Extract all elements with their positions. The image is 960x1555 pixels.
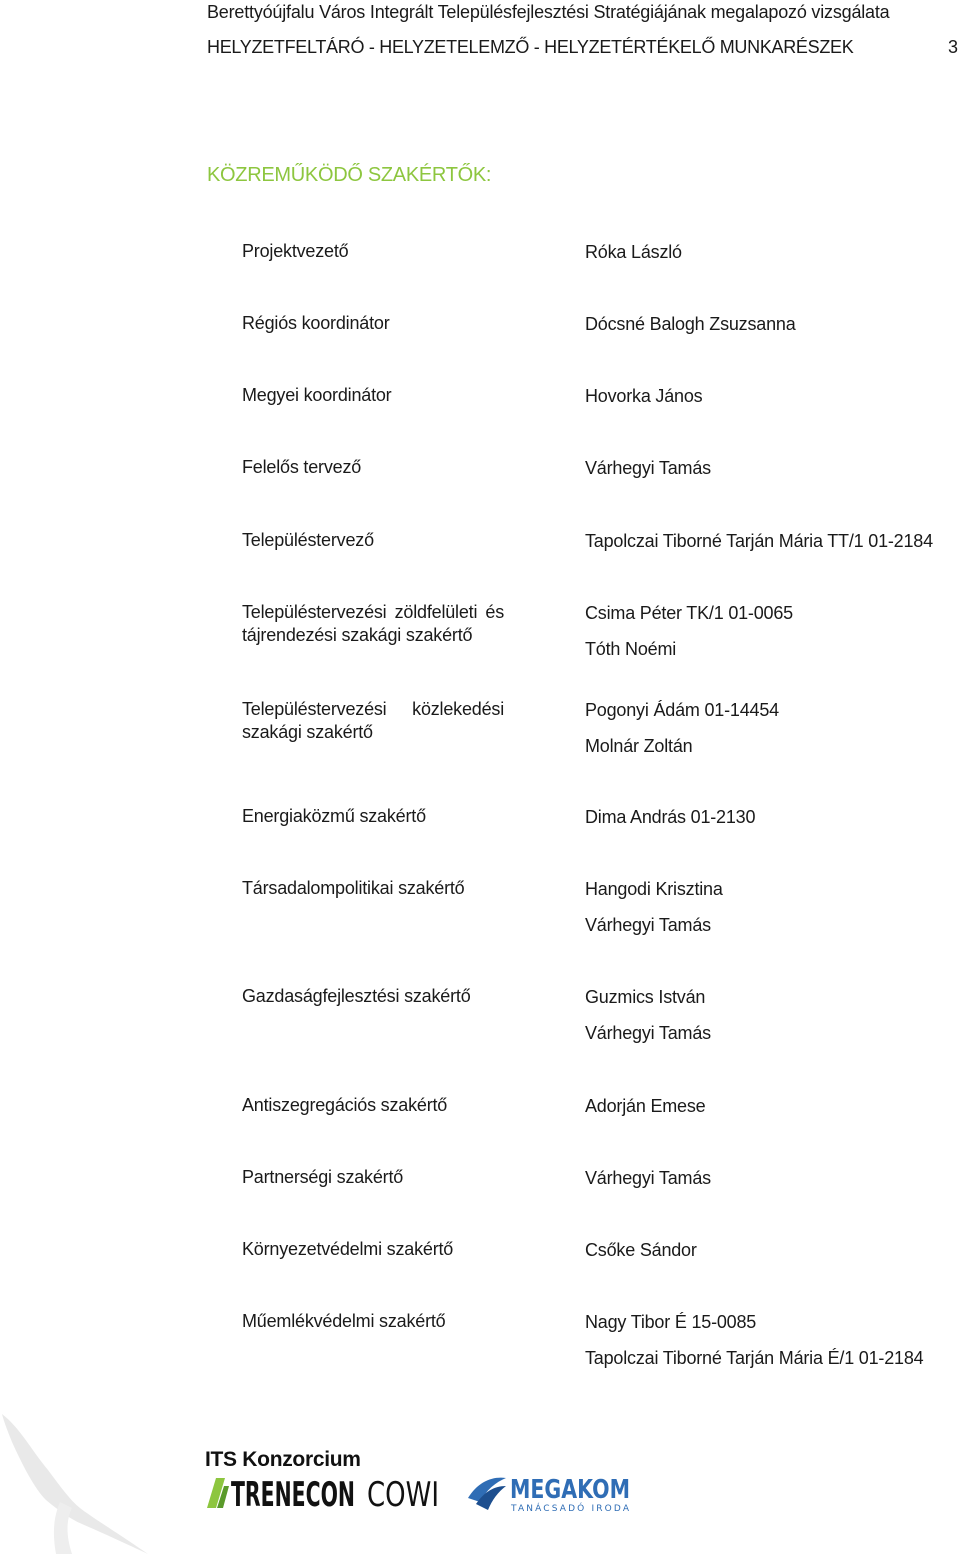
expert-role: Társadalompolitikai szakértő [242,878,465,898]
expert-role: Energiaközmű szakértő [242,806,426,826]
expert-name: Pogonyi Ádám 01-14454 [585,700,779,720]
expert-role: Partnerségi szakértő [242,1167,404,1187]
expert-name: Guzmics István [585,987,706,1007]
expert-name: Tapolczai Tiborné Tarján Mária É/1 01-2184 [585,1348,924,1368]
expert-names [585,523,955,559]
megakom-subtitle: TANÁCSADÓ IRODA [511,1504,629,1514]
header-section-title: HELYZETFELTÁRÓ - HELYZETELEMZŐ - HELYZETÉRTÉKELŐ MUNKARÉSZEK [207,37,854,57]
expert-role: Felelős tervező [242,457,362,477]
expert-names [585,1304,955,1376]
expert-names [585,1160,955,1196]
expert-name: Várhegyi Tamás [585,1168,711,1188]
cowi-logo-text: COWI [367,1475,439,1510]
consortium-title: ITS Konzorcium [205,1448,361,1471]
expert-name: Molnár Zoltán [585,736,693,756]
expert-role: Projektvezető [242,241,349,261]
expert-role: Műemlékvédelmi szakértő [242,1311,446,1331]
expert-names [585,799,955,835]
expert-name: Várhegyi Tamás [585,1023,711,1043]
expert-name: Csőke Sándor [585,1240,697,1260]
expert-name: Várhegyi Tamás [585,915,711,935]
expert-names [585,692,955,764]
expert-names [585,1232,955,1268]
expert-role: Településtervezési zöldfelületi és tájrendezési szakági szakértő [242,602,504,645]
expert-names [585,306,955,342]
expert-name: Tapolczai Tiborné Tarján Mária TT/1 01-2184 [585,531,933,551]
expert-names [585,234,955,270]
expert-names [585,378,955,414]
expert-name: Várhegyi Tamás [585,458,711,478]
expert-name: Hangodi Krisztina [585,879,723,899]
expert-names [585,595,955,667]
header-document-title: Berettyóújfalu Város Integrált Településfejlesztési Stratégiájának megalapozó vizsgálata [207,2,890,22]
expert-name: Hovorka János [585,386,703,406]
bird-watermark-icon [0,1408,150,1555]
experts-heading: KÖZREMŰKÖDŐ SZAKÉRTŐK: [207,164,492,186]
expert-name: Csima Péter TK/1 01-0065 [585,603,793,623]
expert-names [585,979,955,1051]
expert-role: Megyei koordinátor [242,385,392,405]
megakom-logo-text: MEGAKOM [510,1475,630,1505]
expert-role: Antiszegregációs szakértő [242,1095,448,1115]
expert-role: Településtervezési közlekedési szakági szakértő [242,699,504,742]
expert-name: Dima András 01-2130 [585,807,756,827]
expert-role: Településtervező [242,530,374,550]
page-number: 3 [948,37,959,57]
expert-role: Régiós koordinátor [242,313,390,333]
expert-role: Gazdaságfejlesztési szakértő [242,986,471,1006]
trenecon-logo-text: TRENECON [231,1475,355,1510]
expert-names [585,871,955,943]
expert-name: Dócsné Balogh Zsuzsanna [585,314,796,334]
expert-name: Adorján Emese [585,1096,706,1116]
expert-name: Róka László [585,242,682,262]
expert-role: Környezetvédelmi szakértő [242,1239,454,1259]
expert-name: Nagy Tibor É 15-0085 [585,1312,757,1332]
expert-name: Tóth Noémi [585,639,677,659]
megakom-logo [466,1470,636,1514]
trenecon-cowi-logo [207,1472,442,1510]
expert-names [585,1088,955,1124]
expert-names [585,450,955,486]
